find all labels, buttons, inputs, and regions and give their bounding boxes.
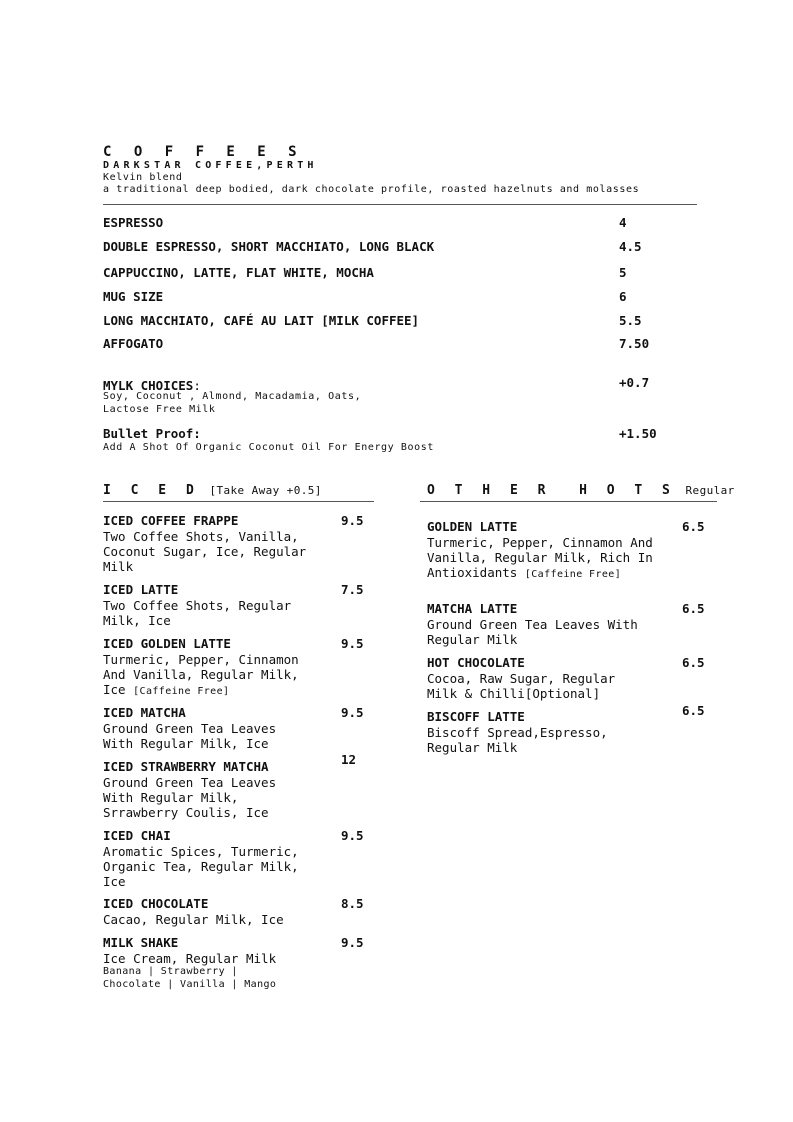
iced-item-name: ICED CHAI bbox=[103, 828, 171, 843]
hots-divider bbox=[420, 501, 717, 502]
coffees-divider bbox=[103, 204, 697, 205]
iced-item-desc: Ground Green Tea Leaves With Regular Milk, Srrawberry Coulis, Ice bbox=[103, 775, 277, 820]
coffee-item-name: CAPPUCCINO, LATTE, FLAT WHITE, MOCHA bbox=[103, 265, 374, 280]
iced-item-price: 9.5 bbox=[341, 935, 364, 950]
coffee-item-name: MUG SIZE bbox=[103, 289, 164, 304]
iced-item-price: 12 bbox=[341, 752, 357, 767]
hots-subtitle: Regular bbox=[685, 484, 735, 497]
iced-item-desc-text: Turmeric, Pepper, Cinnamon And Vanilla, Regular Milk, Ice bbox=[103, 652, 299, 697]
coffee-item-name: ESPRESSO bbox=[103, 215, 164, 230]
hots-item-name: MATCHA LATTE bbox=[427, 601, 518, 616]
hots-heading bbox=[427, 479, 735, 498]
iced-title: I C E D bbox=[103, 483, 200, 498]
iced-item-price: 9.5 bbox=[341, 513, 364, 528]
iced-item-price: 9.5 bbox=[341, 705, 364, 720]
hots-item-price: 6.5 bbox=[682, 601, 705, 616]
coffee-item-price: 4.5 bbox=[619, 239, 642, 254]
roaster-name: DARKSTAR COFFEE,PERTH bbox=[103, 160, 318, 171]
hots-item-price: 6.5 bbox=[682, 519, 705, 534]
iced-heading bbox=[103, 479, 322, 498]
hots-item-desc-text: Turmeric, Pepper, Cinnamon And Vanilla, Regular Milk, Rich In Antioxidants bbox=[427, 535, 653, 580]
hots-item-desc: Cocoa, Raw Sugar, Regular Milk & Chilli[Optional] bbox=[427, 671, 616, 701]
bullet-proof-label: Bullet Proof: bbox=[103, 426, 201, 441]
coffee-item-name: DOUBLE ESPRESSO, SHORT MACCHIATO, LONG BLACK bbox=[103, 239, 435, 254]
iced-item-desc: Two Coffee Shots, Vanilla, Coconut Sugar, Ice, Regular Milk bbox=[103, 529, 307, 574]
coffee-item-price: 5 bbox=[619, 265, 627, 280]
iced-item-desc: Aromatic Spices, Turmeric, Organic Tea, Regular Milk, Ice bbox=[103, 844, 299, 889]
coffee-item-price: 6 bbox=[619, 289, 627, 304]
coffee-item-name: AFFOGATO bbox=[103, 336, 164, 351]
hots-item-desc bbox=[427, 535, 662, 582]
hots-item-name: HOT CHOCOLATE bbox=[427, 655, 525, 670]
hots-item-name: GOLDEN LATTE bbox=[427, 519, 518, 534]
milkshake-flavours: Banana | Strawberry | bbox=[103, 966, 238, 977]
mylk-choices-label: MYLK CHOICES bbox=[103, 378, 194, 393]
blend-profile: a traditional deep bodied, dark chocolate profile, roasted hazelnuts and molasses bbox=[103, 184, 640, 195]
mylk-choices-price: +0.7 bbox=[619, 375, 650, 390]
hots-item-price: 6.5 bbox=[682, 655, 705, 670]
milkshake-flavours-extra: Chocolate | Vanilla | Mango bbox=[103, 979, 277, 990]
iced-divider bbox=[103, 501, 374, 502]
iced-item-price: 9.5 bbox=[341, 828, 364, 843]
caffeine-free-note: [Caffeine Free] bbox=[524, 569, 622, 580]
coffee-item-price: 7.50 bbox=[619, 336, 650, 351]
caffeine-free-note: [Caffeine Free] bbox=[133, 686, 230, 697]
iced-item-name: ICED GOLDEN LATTE bbox=[103, 636, 231, 651]
iced-item-name: ICED STRAWBERRY MATCHA bbox=[103, 759, 269, 774]
iced-item-price: 8.5 bbox=[341, 896, 364, 911]
iced-item-desc: Two Coffee Shots, Regular Milk, Ice bbox=[103, 598, 292, 628]
bullet-proof-desc: Add A Shot Of Organic Coconut Oil For Energy Boost bbox=[103, 442, 435, 453]
iced-item-price: 7.5 bbox=[341, 582, 364, 597]
coffee-item-price: 5.5 bbox=[619, 313, 642, 328]
iced-item-price: 9.5 bbox=[341, 636, 364, 651]
iced-item-desc bbox=[103, 652, 321, 699]
coffee-item-price: 4 bbox=[619, 215, 627, 230]
bullet-proof-price: +1.50 bbox=[619, 426, 657, 441]
iced-item-name: ICED CHOCOLATE bbox=[103, 896, 209, 911]
hots-item-name: BISCOFF LATTE bbox=[427, 709, 525, 724]
hots-item-desc: Biscoff Spread,Espresso, Regular Milk bbox=[427, 725, 608, 755]
iced-item-name: MILK SHAKE bbox=[103, 935, 179, 950]
hots-title: O T H E R H O T S bbox=[427, 483, 676, 498]
coffees-title: C O F F E E S bbox=[103, 144, 304, 160]
iced-item-desc: Ice Cream, Regular Milk bbox=[103, 951, 277, 966]
blend-name: Kelvin blend bbox=[103, 172, 183, 183]
mylk-options-extra: Lactose Free Milk bbox=[103, 404, 216, 415]
mylk-options: Soy, Coconut , Almond, Macadamia, Oats, bbox=[103, 391, 362, 402]
iced-item-name: ICED LATTE bbox=[103, 582, 179, 597]
hots-item-price: 6.5 bbox=[682, 703, 705, 718]
iced-item-name: ICED MATCHA bbox=[103, 705, 186, 720]
iced-item-name: ICED COFFEE FRAPPE bbox=[103, 513, 239, 528]
iced-item-desc: Ground Green Tea Leaves With Regular Milk, Ice bbox=[103, 721, 277, 751]
mylk-colon: : bbox=[193, 378, 201, 393]
hots-item-desc: Ground Green Tea Leaves With Regular Milk bbox=[427, 617, 638, 647]
iced-subtitle: [Take Away +0.5] bbox=[209, 484, 322, 497]
iced-item-desc: Cacao, Regular Milk, Ice bbox=[103, 912, 284, 927]
coffee-item-name: LONG MACCHIATO, CAFÉ AU LAIT [MILK COFFEE] bbox=[103, 313, 420, 328]
